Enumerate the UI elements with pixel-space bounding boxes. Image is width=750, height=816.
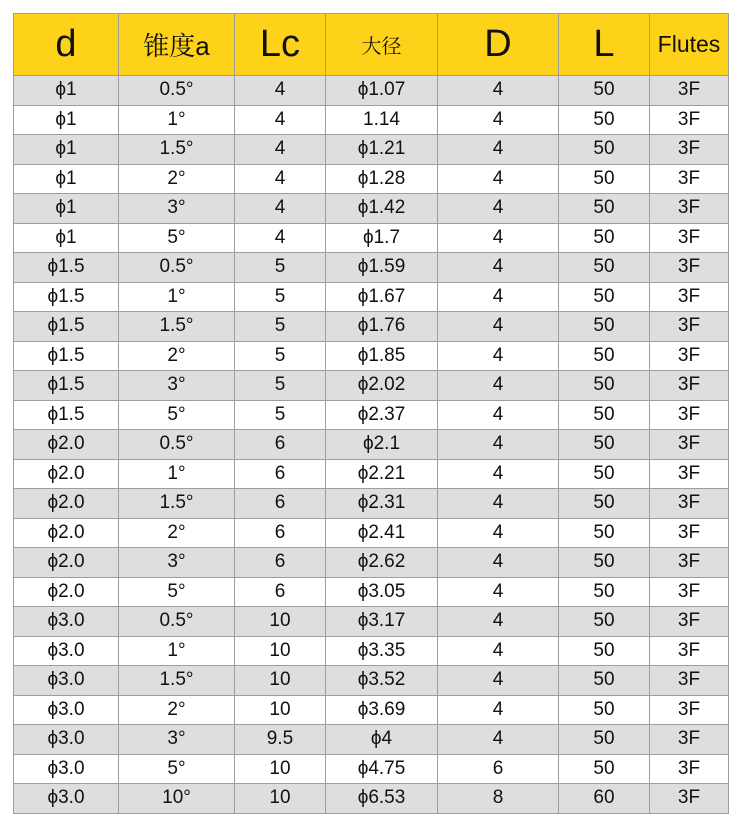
table-row <box>14 489 729 519</box>
cell-large-diameter: ϕ1.67 <box>326 282 438 312</box>
cell-d: ϕ1.5 <box>14 371 119 401</box>
cell-lc: 6 <box>235 430 326 460</box>
cell-shank-d: 4 <box>438 636 559 666</box>
cell-shank-d: 4 <box>438 371 559 401</box>
cell-lc: 5 <box>235 341 326 371</box>
cell-shank-d: 4 <box>438 76 559 106</box>
cell-large-diameter: ϕ3.69 <box>326 695 438 725</box>
cell-d: ϕ3.0 <box>14 754 119 784</box>
cell-taper-angle: 1.5° <box>119 666 235 696</box>
cell-large-diameter: ϕ2.37 <box>326 400 438 430</box>
header-taper-angle: 锥度a <box>119 14 235 76</box>
cell-flutes: 3F <box>650 223 729 253</box>
cell-shank-d: 4 <box>438 607 559 637</box>
cell-length-l: 50 <box>559 105 650 135</box>
cell-d: ϕ2.0 <box>14 518 119 548</box>
table-row <box>14 548 729 578</box>
cell-length-l: 50 <box>559 725 650 755</box>
table-row <box>14 371 729 401</box>
cell-d: ϕ1.5 <box>14 341 119 371</box>
cell-d: ϕ1 <box>14 105 119 135</box>
cell-taper-angle: 1° <box>119 105 235 135</box>
cell-taper-angle: 2° <box>119 164 235 194</box>
cell-d: ϕ3.0 <box>14 784 119 814</box>
cell-flutes: 3F <box>650 194 729 224</box>
cell-flutes: 3F <box>650 489 729 519</box>
cell-large-diameter: ϕ1.28 <box>326 164 438 194</box>
table-row <box>14 725 729 755</box>
cell-length-l: 50 <box>559 666 650 696</box>
cell-large-diameter: ϕ2.1 <box>326 430 438 460</box>
table-header <box>14 14 729 76</box>
header-flutes: Flutes <box>650 14 729 76</box>
table-row <box>14 400 729 430</box>
cell-lc: 9.5 <box>235 725 326 755</box>
cell-d: ϕ1 <box>14 223 119 253</box>
spec-table <box>13 13 729 814</box>
cell-large-diameter: ϕ4.75 <box>326 754 438 784</box>
cell-d: ϕ1.5 <box>14 312 119 342</box>
cell-length-l: 50 <box>559 164 650 194</box>
cell-large-diameter: ϕ3.05 <box>326 577 438 607</box>
cell-large-diameter: ϕ2.31 <box>326 489 438 519</box>
cell-length-l: 50 <box>559 253 650 283</box>
header-shank-d: D <box>438 14 559 76</box>
cell-shank-d: 4 <box>438 577 559 607</box>
cell-d: ϕ2.0 <box>14 577 119 607</box>
cell-taper-angle: 1.5° <box>119 312 235 342</box>
cell-large-diameter: ϕ1.7 <box>326 223 438 253</box>
cell-large-diameter: ϕ3.35 <box>326 636 438 666</box>
cell-taper-angle: 0.5° <box>119 76 235 106</box>
cell-flutes: 3F <box>650 636 729 666</box>
cell-large-diameter: 1.14 <box>326 105 438 135</box>
cell-length-l: 50 <box>559 400 650 430</box>
cell-d: ϕ1.5 <box>14 400 119 430</box>
cell-length-l: 50 <box>559 577 650 607</box>
cell-d: ϕ3.0 <box>14 725 119 755</box>
table-row <box>14 282 729 312</box>
cell-lc: 10 <box>235 666 326 696</box>
cell-flutes: 3F <box>650 76 729 106</box>
cell-flutes: 3F <box>650 341 729 371</box>
cell-length-l: 50 <box>559 430 650 460</box>
cell-taper-angle: 2° <box>119 341 235 371</box>
cell-taper-angle: 1.5° <box>119 135 235 165</box>
cell-length-l: 50 <box>559 282 650 312</box>
cell-flutes: 3F <box>650 577 729 607</box>
cell-taper-angle: 1.5° <box>119 489 235 519</box>
cell-taper-angle: 1° <box>119 636 235 666</box>
cell-flutes: 3F <box>650 371 729 401</box>
cell-shank-d: 8 <box>438 784 559 814</box>
header-lc: Lc <box>235 14 326 76</box>
cell-large-diameter: ϕ2.41 <box>326 518 438 548</box>
cell-lc: 5 <box>235 400 326 430</box>
cell-lc: 4 <box>235 105 326 135</box>
cell-d: ϕ1 <box>14 135 119 165</box>
cell-lc: 10 <box>235 754 326 784</box>
cell-large-diameter: ϕ1.76 <box>326 312 438 342</box>
cell-d: ϕ2.0 <box>14 548 119 578</box>
table-body <box>14 76 729 814</box>
cell-flutes: 3F <box>650 135 729 165</box>
cell-large-diameter: ϕ1.21 <box>326 135 438 165</box>
table-row <box>14 76 729 106</box>
cell-flutes: 3F <box>650 518 729 548</box>
cell-length-l: 50 <box>559 312 650 342</box>
table-row <box>14 459 729 489</box>
cell-taper-angle: 3° <box>119 725 235 755</box>
cell-large-diameter: ϕ2.21 <box>326 459 438 489</box>
cell-taper-angle: 1° <box>119 282 235 312</box>
cell-flutes: 3F <box>650 784 729 814</box>
cell-d: ϕ2.0 <box>14 459 119 489</box>
table-row <box>14 223 729 253</box>
table-row <box>14 784 729 814</box>
cell-shank-d: 4 <box>438 282 559 312</box>
cell-lc: 5 <box>235 282 326 312</box>
cell-lc: 5 <box>235 312 326 342</box>
cell-large-diameter: ϕ2.02 <box>326 371 438 401</box>
table-row <box>14 695 729 725</box>
cell-length-l: 60 <box>559 784 650 814</box>
cell-lc: 4 <box>235 135 326 165</box>
cell-d: ϕ1 <box>14 164 119 194</box>
cell-length-l: 50 <box>559 754 650 784</box>
table-row <box>14 430 729 460</box>
cell-lc: 10 <box>235 607 326 637</box>
cell-d: ϕ3.0 <box>14 666 119 696</box>
header-row <box>14 14 729 76</box>
cell-large-diameter: ϕ3.17 <box>326 607 438 637</box>
table-row <box>14 577 729 607</box>
cell-flutes: 3F <box>650 695 729 725</box>
cell-lc: 10 <box>235 784 326 814</box>
table-row <box>14 636 729 666</box>
cell-length-l: 50 <box>559 341 650 371</box>
table-row <box>14 518 729 548</box>
cell-large-diameter: ϕ6.53 <box>326 784 438 814</box>
cell-shank-d: 6 <box>438 754 559 784</box>
cell-length-l: 50 <box>559 607 650 637</box>
cell-shank-d: 4 <box>438 164 559 194</box>
cell-length-l: 50 <box>559 135 650 165</box>
cell-flutes: 3F <box>650 725 729 755</box>
cell-large-diameter: ϕ1.59 <box>326 253 438 283</box>
cell-shank-d: 4 <box>438 253 559 283</box>
cell-length-l: 50 <box>559 636 650 666</box>
cell-length-l: 50 <box>559 695 650 725</box>
cell-shank-d: 4 <box>438 105 559 135</box>
cell-shank-d: 4 <box>438 341 559 371</box>
cell-lc: 6 <box>235 577 326 607</box>
cell-taper-angle: 1° <box>119 459 235 489</box>
cell-lc: 5 <box>235 253 326 283</box>
cell-taper-angle: 0.5° <box>119 607 235 637</box>
cell-shank-d: 4 <box>438 223 559 253</box>
cell-lc: 4 <box>235 223 326 253</box>
cell-shank-d: 4 <box>438 695 559 725</box>
cell-taper-angle: 2° <box>119 695 235 725</box>
cell-taper-angle: 5° <box>119 400 235 430</box>
cell-shank-d: 4 <box>438 518 559 548</box>
cell-lc: 4 <box>235 194 326 224</box>
cell-lc: 6 <box>235 518 326 548</box>
cell-d: ϕ3.0 <box>14 607 119 637</box>
table-row <box>14 754 729 784</box>
cell-lc: 6 <box>235 459 326 489</box>
cell-lc: 10 <box>235 636 326 666</box>
cell-lc: 4 <box>235 164 326 194</box>
table-row <box>14 341 729 371</box>
cell-shank-d: 4 <box>438 548 559 578</box>
cell-large-diameter: ϕ3.52 <box>326 666 438 696</box>
cell-taper-angle: 0.5° <box>119 430 235 460</box>
cell-d: ϕ2.0 <box>14 430 119 460</box>
cell-shank-d: 4 <box>438 430 559 460</box>
table-row <box>14 135 729 165</box>
header-length-l: L <box>559 14 650 76</box>
cell-d: ϕ2.0 <box>14 489 119 519</box>
cell-flutes: 3F <box>650 754 729 784</box>
cell-lc: 6 <box>235 548 326 578</box>
cell-flutes: 3F <box>650 282 729 312</box>
cell-d: ϕ1.5 <box>14 282 119 312</box>
cell-flutes: 3F <box>650 164 729 194</box>
table-row <box>14 105 729 135</box>
table-row <box>14 253 729 283</box>
cell-length-l: 50 <box>559 194 650 224</box>
table-row <box>14 194 729 224</box>
cell-large-diameter: ϕ1.85 <box>326 341 438 371</box>
cell-taper-angle: 3° <box>119 371 235 401</box>
cell-taper-angle: 5° <box>119 223 235 253</box>
cell-shank-d: 4 <box>438 489 559 519</box>
cell-taper-angle: 5° <box>119 754 235 784</box>
header-d: d <box>14 14 119 76</box>
cell-d: ϕ3.0 <box>14 636 119 666</box>
cell-taper-angle: 5° <box>119 577 235 607</box>
cell-flutes: 3F <box>650 253 729 283</box>
cell-length-l: 50 <box>559 489 650 519</box>
table-row <box>14 164 729 194</box>
cell-shank-d: 4 <box>438 400 559 430</box>
cell-shank-d: 4 <box>438 459 559 489</box>
cell-shank-d: 4 <box>438 666 559 696</box>
cell-d: ϕ3.0 <box>14 695 119 725</box>
cell-d: ϕ1 <box>14 194 119 224</box>
cell-lc: 4 <box>235 76 326 106</box>
cell-large-diameter: ϕ1.42 <box>326 194 438 224</box>
table-row <box>14 312 729 342</box>
spec-table-container <box>13 13 729 814</box>
cell-taper-angle: 3° <box>119 194 235 224</box>
header-large-diameter: 大径 <box>326 14 438 76</box>
cell-flutes: 3F <box>650 666 729 696</box>
cell-lc: 5 <box>235 371 326 401</box>
table-row <box>14 607 729 637</box>
cell-d: ϕ1 <box>14 76 119 106</box>
cell-length-l: 50 <box>559 548 650 578</box>
cell-length-l: 50 <box>559 223 650 253</box>
cell-length-l: 50 <box>559 518 650 548</box>
cell-length-l: 50 <box>559 76 650 106</box>
cell-shank-d: 4 <box>438 312 559 342</box>
cell-large-diameter: ϕ1.07 <box>326 76 438 106</box>
cell-length-l: 50 <box>559 459 650 489</box>
cell-flutes: 3F <box>650 459 729 489</box>
cell-lc: 6 <box>235 489 326 519</box>
cell-d: ϕ1.5 <box>14 253 119 283</box>
cell-large-diameter: ϕ2.62 <box>326 548 438 578</box>
cell-shank-d: 4 <box>438 194 559 224</box>
cell-large-diameter: ϕ4 <box>326 725 438 755</box>
cell-flutes: 3F <box>650 607 729 637</box>
cell-flutes: 3F <box>650 312 729 342</box>
cell-length-l: 50 <box>559 371 650 401</box>
cell-taper-angle: 0.5° <box>119 253 235 283</box>
cell-flutes: 3F <box>650 400 729 430</box>
cell-taper-angle: 3° <box>119 548 235 578</box>
cell-flutes: 3F <box>650 430 729 460</box>
cell-taper-angle: 2° <box>119 518 235 548</box>
cell-lc: 10 <box>235 695 326 725</box>
cell-flutes: 3F <box>650 548 729 578</box>
cell-shank-d: 4 <box>438 725 559 755</box>
cell-flutes: 3F <box>650 105 729 135</box>
cell-taper-angle: 10° <box>119 784 235 814</box>
table-row <box>14 666 729 696</box>
cell-shank-d: 4 <box>438 135 559 165</box>
